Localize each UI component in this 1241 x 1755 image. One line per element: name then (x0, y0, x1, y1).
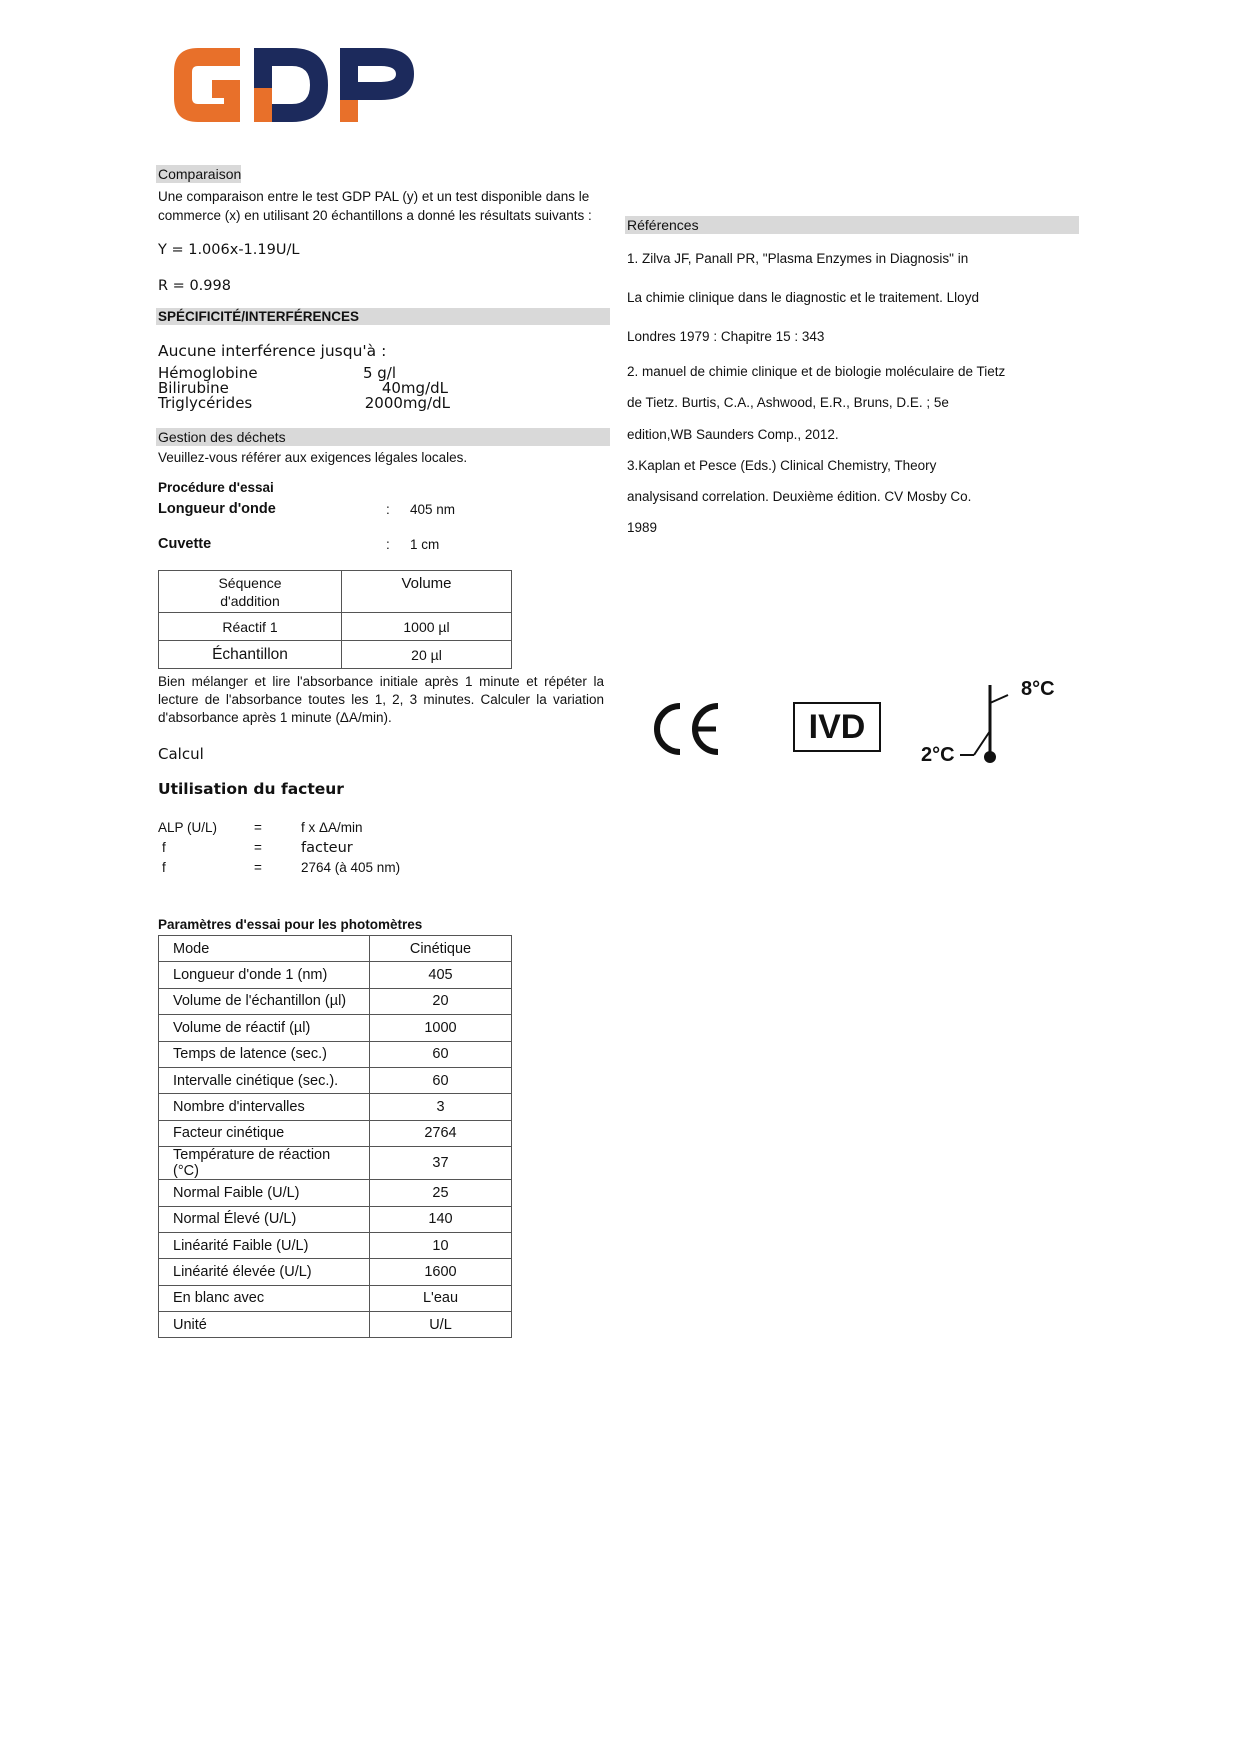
parametres-row (159, 1147, 512, 1180)
parametres-row (159, 936, 512, 962)
interference-name: Triglycérides (158, 394, 253, 412)
procedure-para-line1: Bien mélanger et lire l'absorbance initiale après 1 minute et répéter la (158, 674, 604, 689)
reference-line: 1989 (627, 520, 658, 535)
comparaison-text-line1: Une comparaison entre le test GDP PAL (y) et un test disponible dans le (158, 189, 590, 204)
gdp-logo (168, 40, 428, 130)
parametres-label: Normal Élevé (U/L) (159, 1206, 370, 1232)
parametres-label: Nombre d'intervalles (159, 1094, 370, 1120)
reference-line: 2. manuel de chimie clinique et de biologie moléculaire de Tietz (627, 364, 1006, 379)
calcul-left: f (162, 860, 166, 875)
parametres-row (159, 1015, 512, 1041)
parametres-row (159, 1094, 512, 1120)
wavelength-label: Longueur d'onde (158, 501, 276, 517)
parametres-label: Facteur cinétique (159, 1120, 370, 1146)
procedure-para-line3: d'absorbance après 1 minute (ΔA/min). (158, 710, 392, 725)
addition-table (158, 570, 512, 669)
calcul-rows (158, 818, 401, 878)
parametres-table (158, 935, 512, 1338)
comparaison-equation: Y = 1.006x-1.19U/L (158, 242, 300, 258)
interference-value: 40mg/dL (381, 379, 448, 397)
addition-header-sequence: Séquence d'addition (159, 571, 342, 613)
parametres-value: 25 (370, 1180, 512, 1206)
reference-line: analysisand correlation. Deuxième édition. CV Mosby Co. (627, 489, 972, 504)
addition-row-value: 20 µl (342, 641, 512, 669)
dechets-text: Veuillez-vous référer aux exigences légales locales. (158, 450, 468, 465)
cuvette-colon: : (386, 537, 390, 552)
reference-line: edition,WB Saunders Comp., 2012. (627, 427, 839, 442)
calcul-left: f (162, 840, 166, 855)
addition-row-value: 1000 µl (342, 613, 512, 641)
parametres-value: 405 (370, 962, 512, 988)
parametres-label: Température de réaction (°C) (159, 1147, 370, 1180)
parametres-value: 60 (370, 1067, 512, 1093)
calcul-right: facteur (301, 840, 353, 856)
calcul-eq: = (254, 860, 262, 875)
ivd-symbol: IVD (793, 702, 881, 752)
parametres-row (159, 1041, 512, 1067)
addition-header-volume: Volume (342, 571, 512, 613)
comparaison-heading: Comparaison (158, 166, 242, 182)
parametres-row (159, 1232, 512, 1258)
calcul-heading: Calcul (158, 745, 204, 763)
parametres-row (159, 1285, 512, 1311)
dechets-heading: Gestion des déchets (156, 428, 610, 446)
calcul-eq: = (254, 820, 262, 835)
reference-line: 1. Zilva JF, Panall PR, "Plasma Enzymes in Diagnosis" in (627, 251, 969, 266)
calcul-eq: = (254, 840, 262, 855)
parametres-label: Temps de latence (sec.) (159, 1041, 370, 1067)
reference-line: La chimie clinique dans le diagnostic et le traitement. Lloyd (627, 290, 979, 305)
ce-mark-icon (650, 700, 725, 758)
reference-line: Londres 1979 : Chapitre 15 : 343 (627, 329, 825, 344)
parametres-label: Normal Faible (U/L) (159, 1180, 370, 1206)
parametres-value: 37 (370, 1147, 512, 1180)
comparaison-r-value: R = 0.998 (158, 278, 231, 294)
thermometer-icon (950, 685, 1010, 770)
parametres-heading: Paramètres d'essai pour les photomètres (158, 917, 423, 932)
interference-list (158, 366, 458, 411)
reference-line: de Tietz. Burtis, C.A., Ashwood, E.R., Bruns, D.E. ; 5e (627, 395, 949, 410)
parametres-value: 10 (370, 1232, 512, 1258)
specificite-heading: SPÉCIFICITÉ/INTERFÉRENCES (156, 308, 610, 325)
parametres-value: 60 (370, 1041, 512, 1067)
parametres-value: L'eau (370, 1285, 512, 1311)
parametres-label: Linéarité élevée (U/L) (159, 1259, 370, 1285)
interference-intro: Aucune interférence jusqu'à : (158, 342, 387, 360)
parametres-label: Intervalle cinétique (sec.). (159, 1067, 370, 1093)
cuvette-label: Cuvette (158, 536, 212, 552)
calcul-right: f x ΔA/min (301, 820, 363, 835)
comparaison-text-line2: commerce (x) en utilisant 20 échantillons a donné les résultats suivants : (158, 208, 592, 223)
cuvette-value: 1 cm (410, 537, 440, 552)
parametres-label: En blanc avec (159, 1285, 370, 1311)
parametres-value: 1600 (370, 1259, 512, 1285)
calcul-left: ALP (U/L) (158, 820, 218, 835)
parametres-row (159, 1259, 512, 1285)
parametres-label: Longueur d'onde 1 (nm) (159, 962, 370, 988)
interference-value: 5 g/l (362, 364, 396, 382)
reference-line: 3.Kaplan et Pesce (Eds.) Clinical Chemistry, Theory (627, 458, 937, 473)
addition-row-name: Réactif 1 (159, 613, 342, 641)
temp-high-label: 8°C (1021, 678, 1055, 700)
parametres-value: Cinétique (370, 936, 512, 962)
parametres-label: Volume de l'échantillon (µl) (159, 988, 370, 1014)
parametres-row (159, 1180, 512, 1206)
parametres-row (159, 1206, 512, 1232)
interference-name: Bilirubine (158, 379, 229, 397)
temp-low-label: 2°C (921, 744, 955, 766)
parametres-value: 140 (370, 1206, 512, 1232)
parametres-label: Linéarité Faible (U/L) (159, 1232, 370, 1258)
calcul-right: 2764 (à 405 nm) (301, 860, 401, 875)
parametres-row (159, 962, 512, 988)
parametres-label: Unité (159, 1312, 370, 1338)
references-heading: Références (625, 216, 1079, 234)
parametres-label: Mode (159, 936, 370, 962)
parametres-value: 20 (370, 988, 512, 1014)
wavelength-colon: : (386, 502, 390, 517)
parametres-row (159, 1312, 512, 1338)
parametres-value: U/L (370, 1312, 512, 1338)
parametres-row (159, 1120, 512, 1146)
parametres-row (159, 1067, 512, 1093)
procedure-heading: Procédure d'essai (158, 480, 274, 495)
parametres-value: 2764 (370, 1120, 512, 1146)
wavelength-value: 405 nm (410, 502, 456, 517)
parametres-row (159, 988, 512, 1014)
parametres-value: 3 (370, 1094, 512, 1120)
interference-value: 2000mg/dL (364, 394, 450, 412)
calcul-subheading: Utilisation du facteur (158, 780, 344, 798)
procedure-para-line2: lecture de l'absorbance toutes les 1, 2, 3 minutes. Calculer la variation (158, 692, 604, 707)
parametres-label: Volume de réactif (µl) (159, 1015, 370, 1041)
interference-name: Hémoglobine (158, 364, 258, 382)
parametres-value: 1000 (370, 1015, 512, 1041)
addition-row-name: Échantillon (159, 641, 342, 669)
